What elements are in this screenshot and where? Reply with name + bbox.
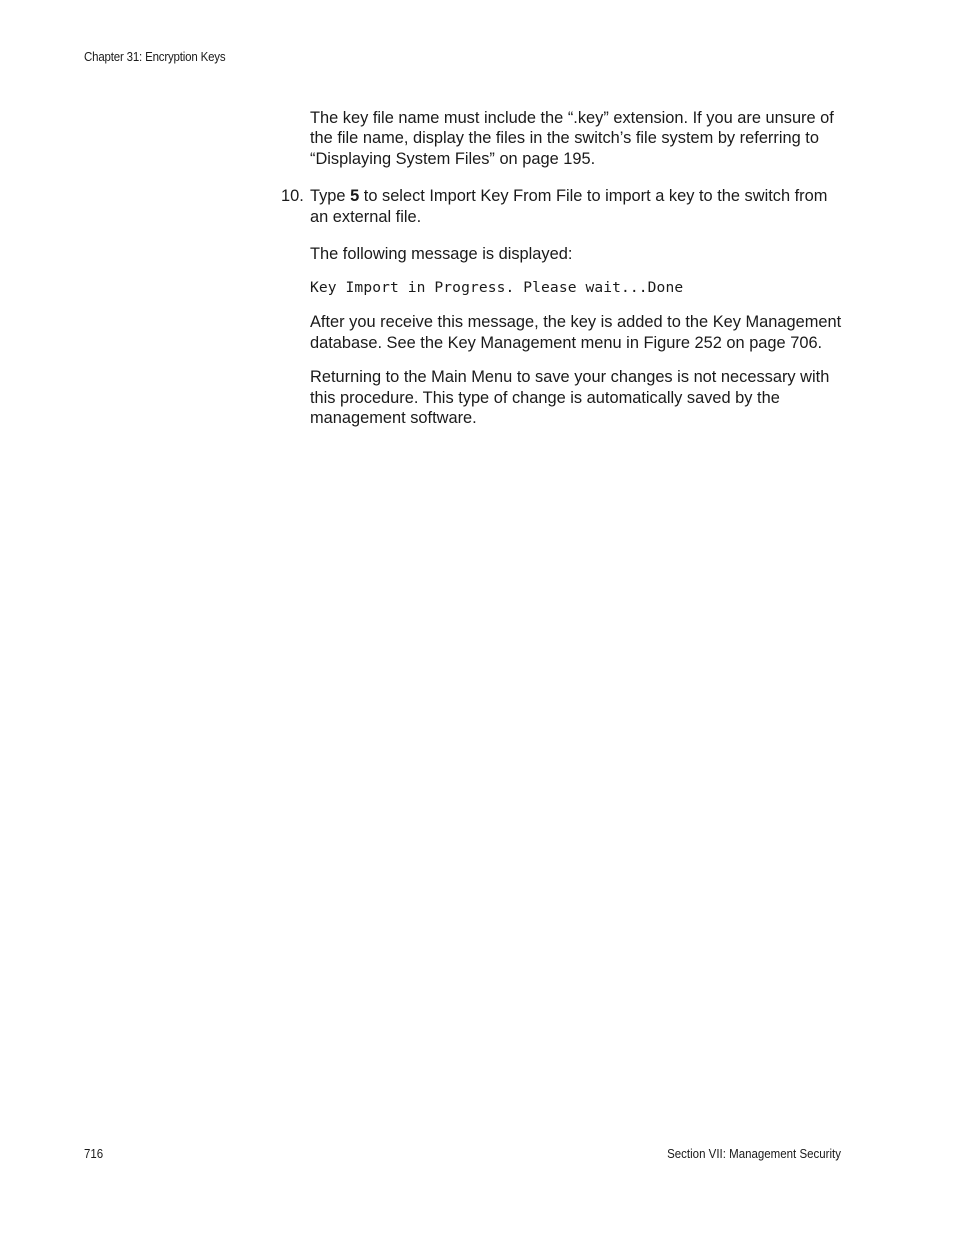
page-content [281,108,850,428]
step-key-bold: 5 [350,187,360,206]
step-10 [281,186,850,428]
step-number: 10. [281,187,304,206]
footer-page-number: 716 [84,1147,104,1161]
footer-section: Section VII: Management Security [667,1147,841,1161]
closing-paragraph: Returning to the Main Menu to save your changes is not necessary with this procedure. This type of change is automatically saved by the management software. [310,368,830,428]
message-intro: The following message is displayed: [310,245,573,264]
after-message-paragraph: After you receive this message, the key is added to the Key Management database. See the Key Management menu in Figure 252 on page 706. [310,313,842,352]
step-text [310,186,850,227]
running-header-chapter: Chapter 31: Encryption Keys [84,50,226,64]
step-text-before: Type [310,187,351,206]
code-message: Key Import in Progress. Please wait...Done [310,279,684,297]
step-text-after: to select Import Key From File to import a key to the switch from an external file. [310,187,828,226]
intro-paragraph: The key file name must include the “.key” extension. If you are unsure of the file name, display the files in the switch’s file system by referring to “Displaying System Files” on page 195. [310,109,834,168]
